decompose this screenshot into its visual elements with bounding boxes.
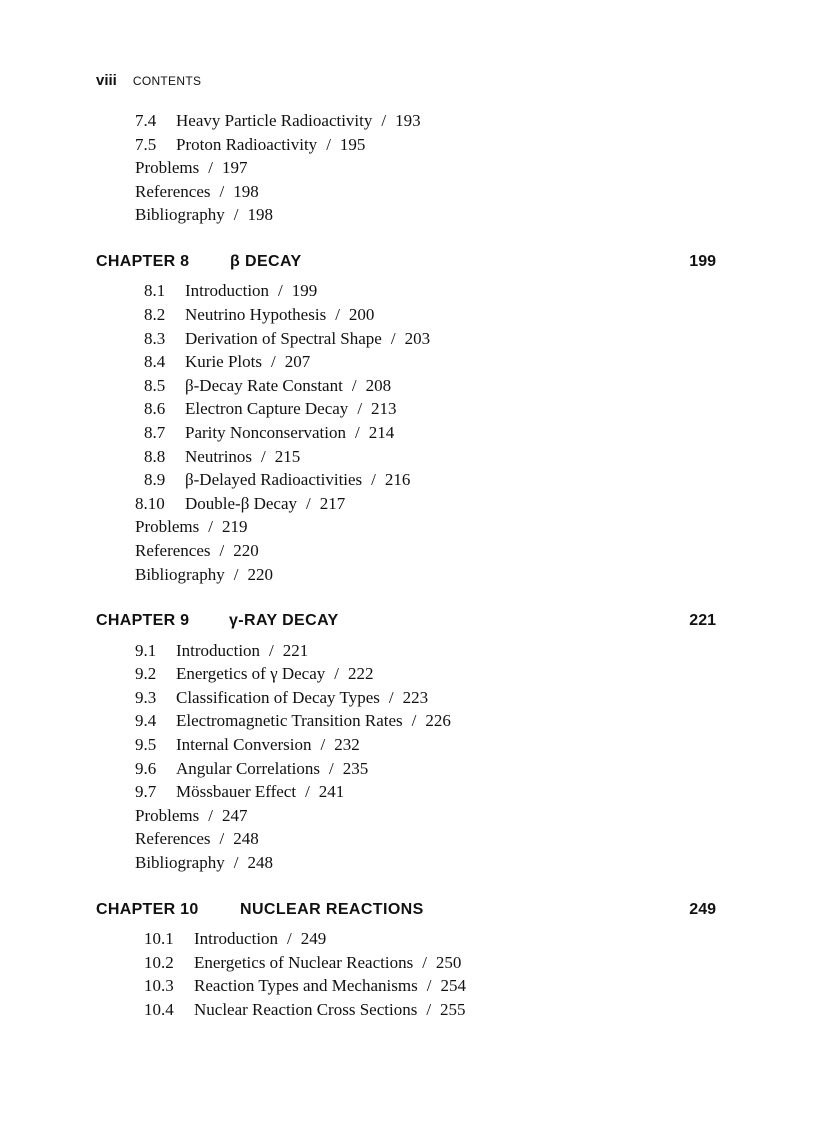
chapter-page-number: 249	[689, 900, 716, 918]
chapter-title: β DECAY	[230, 252, 302, 270]
backmatter-label: Bibliography	[135, 564, 225, 584]
toc-backmatter-entry	[135, 829, 259, 849]
page-number: 198	[247, 205, 273, 225]
chapter-title: NUCLEAR REACTIONS	[240, 900, 424, 918]
section-title: Introduction	[176, 640, 261, 660]
section-number: 9.6	[135, 758, 157, 778]
section-number: 8.9	[144, 470, 166, 490]
chapter-heading	[96, 899, 716, 921]
running-title: CONTENTS	[132, 74, 202, 88]
section-number: 8.6	[144, 399, 166, 419]
page-separator: /	[208, 805, 213, 825]
page-number: 226	[425, 711, 451, 731]
page-separator: /	[306, 493, 311, 513]
section-title: Reaction Types and Mechanisms	[194, 976, 418, 996]
section-number: 8.4	[144, 352, 166, 372]
backmatter-label: Problems	[135, 517, 200, 537]
page-separator: /	[329, 758, 334, 778]
page-number: 235	[342, 758, 369, 778]
page-number: 220	[233, 541, 259, 560]
page-separator: /	[357, 399, 363, 419]
toc-section-entry	[135, 688, 428, 708]
section-number: 9.7	[135, 782, 157, 802]
page-number: 203	[404, 328, 431, 348]
toc-section-entry	[135, 135, 365, 155]
page-separator: /	[269, 640, 274, 660]
page-number: 214	[368, 423, 395, 442]
page-number: 250	[435, 952, 462, 972]
page-number: 195	[339, 134, 366, 154]
page-separator: /	[334, 664, 340, 684]
section-number: 7.4	[135, 111, 157, 130]
section-number: 9.4	[135, 711, 157, 731]
toc-backmatter-entry	[135, 853, 273, 873]
toc-section-entry	[144, 470, 410, 490]
page-number: 248	[233, 829, 259, 849]
section-title: Nuclear Reaction Cross Sections	[194, 999, 418, 1019]
section-title: Classification of Decay Types	[176, 687, 380, 707]
page-number: 216	[384, 470, 411, 490]
section-number: 10.1	[144, 929, 174, 948]
toc-section-entry	[144, 447, 300, 467]
toc-backmatter-entry	[135, 541, 259, 561]
section-number: 8.7	[144, 423, 166, 442]
section-number: 10.3	[144, 976, 174, 996]
section-title: β-Decay Rate Constant	[185, 375, 343, 395]
section-number: 8.10	[135, 493, 165, 513]
toc-section-entry	[144, 329, 430, 349]
toc-section-entry	[135, 664, 374, 684]
page-number: 207	[284, 352, 311, 372]
chapter-page-number: 199	[689, 252, 716, 270]
page-number: 249	[300, 929, 327, 948]
toc-backmatter-entry	[135, 517, 247, 537]
page-separator: /	[426, 999, 432, 1019]
page-number: 221	[282, 640, 309, 660]
toc-backmatter-entry	[135, 158, 247, 178]
section-number: 8.1	[144, 281, 166, 301]
section-title: Neutrinos	[185, 446, 253, 466]
backmatter-label: Problems	[135, 805, 200, 825]
page-separator: /	[351, 375, 357, 395]
page-separator: /	[208, 517, 213, 537]
toc-section-entry	[144, 376, 391, 396]
section-title: Derivation of Spectral Shape	[185, 328, 382, 348]
page-separator: /	[219, 181, 225, 201]
toc-section-entry	[135, 111, 421, 131]
page-number: 197	[221, 158, 248, 178]
toc-backmatter-entry	[135, 806, 247, 826]
section-title: Heavy Particle Radioactivity	[176, 111, 373, 130]
page-number: 255	[440, 999, 466, 1019]
page-separator: /	[390, 328, 396, 348]
section-number: 7.5	[135, 134, 157, 154]
section-number: 10.2	[144, 952, 174, 972]
page-separator: /	[219, 829, 225, 849]
backmatter-label: Problems	[135, 158, 200, 178]
page-separator: /	[270, 352, 276, 372]
page-separator: /	[233, 853, 239, 872]
section-number: 9.1	[135, 640, 157, 660]
section-number: 9.2	[135, 664, 157, 684]
section-title: Introduction	[194, 929, 279, 948]
toc-section-entry	[135, 759, 368, 779]
chapter-page-number: 221	[689, 612, 716, 630]
section-number: 9.5	[135, 735, 157, 754]
toc-backmatter-entry	[135, 565, 273, 585]
backmatter-label: Bibliography	[135, 205, 225, 225]
toc-section-entry	[135, 735, 360, 755]
toc-backmatter-entry	[135, 182, 259, 202]
page-number: 248	[247, 853, 273, 872]
section-title: β-Delayed Radioactivities	[185, 470, 363, 490]
toc-section-entry	[144, 1000, 466, 1020]
backmatter-label: References	[135, 541, 211, 560]
section-number: 8.2	[144, 305, 166, 324]
toc-section-entry	[144, 953, 461, 973]
section-title: Proton Radioactivity	[176, 134, 318, 154]
page-separator: /	[320, 735, 326, 754]
toc-section-entry	[144, 352, 310, 372]
page-separator: /	[233, 205, 239, 225]
page-number: 199	[291, 281, 318, 301]
toc-section-entry	[144, 281, 317, 301]
backmatter-label: References	[135, 829, 211, 849]
toc-section-entry	[144, 423, 394, 443]
page-separator: /	[411, 711, 417, 731]
page-number: 198	[233, 181, 259, 201]
section-title: Double-β Decay	[185, 493, 298, 513]
section-number: 8.8	[144, 446, 166, 466]
page-number: 200	[348, 305, 375, 324]
section-title: Mössbauer Effect	[176, 782, 297, 802]
page-separator: /	[371, 470, 376, 490]
page-separator: /	[278, 281, 283, 301]
page-separator: /	[305, 782, 310, 802]
chapter-label: CHAPTER 9	[96, 612, 190, 630]
section-title: Energetics of Nuclear Reactions	[194, 952, 414, 972]
section-title: Parity Nonconservation	[185, 423, 346, 442]
page-folio: viii	[96, 72, 117, 89]
chapter-heading	[96, 251, 716, 273]
section-title: Energetics of γ Decay	[176, 664, 326, 684]
page-number: 217	[319, 493, 346, 513]
section-number: 10.4	[144, 999, 174, 1019]
section-title: Angular Correlations	[176, 758, 320, 778]
page-number: 193	[395, 111, 421, 130]
page-separator: /	[261, 446, 266, 466]
page-separator: /	[422, 952, 427, 972]
chapter-title: γ-RAY DECAY	[229, 612, 339, 630]
backmatter-label: References	[135, 181, 211, 201]
page-number: 223	[402, 687, 429, 707]
toc-section-entry	[135, 494, 345, 514]
toc-section-entry	[144, 929, 326, 949]
page-number: 213	[371, 399, 397, 419]
section-title: Neutrino Hypothesis	[185, 305, 327, 324]
page-separator: /	[355, 423, 360, 442]
page-number: 219	[221, 517, 248, 537]
page-separator: /	[233, 564, 239, 584]
toc-section-entry	[135, 711, 451, 731]
toc-section-entry	[144, 399, 397, 419]
section-title: Internal Conversion	[176, 735, 312, 754]
section-title: Kurie Plots	[185, 352, 262, 372]
chapter-heading	[96, 610, 716, 632]
section-title: Electromagnetic Transition Rates	[176, 711, 403, 731]
page-separator: /	[381, 111, 387, 130]
page-number: 254	[440, 976, 466, 996]
toc-backmatter-entry	[135, 205, 273, 225]
section-title: Electron Capture Decay	[185, 399, 349, 419]
page-separator: /	[219, 541, 225, 560]
page-separator: /	[426, 976, 432, 996]
page-separator: /	[335, 305, 340, 324]
page-separator: /	[208, 158, 213, 178]
section-number: 8.5	[144, 375, 166, 395]
toc-section-entry	[144, 305, 374, 325]
page-number: 241	[318, 782, 345, 802]
running-head	[96, 72, 201, 92]
section-number: 8.3	[144, 328, 166, 348]
page-number: 232	[334, 735, 360, 754]
page-number: 215	[274, 446, 301, 466]
toc-section-entry	[144, 976, 466, 996]
page-separator: /	[326, 134, 331, 154]
page-number: 208	[365, 375, 392, 395]
toc-section-entry	[135, 782, 344, 802]
page-number: 247	[221, 805, 248, 825]
section-number: 9.3	[135, 687, 157, 707]
toc-section-entry	[135, 641, 308, 661]
page-separator: /	[388, 687, 394, 707]
page-number: 222	[348, 664, 374, 684]
backmatter-label: Bibliography	[135, 853, 225, 872]
chapter-label: CHAPTER 10	[96, 900, 199, 918]
page-separator: /	[287, 929, 292, 948]
page-number: 220	[247, 564, 273, 584]
chapter-label: CHAPTER 8	[96, 252, 190, 270]
section-title: Introduction	[185, 281, 270, 301]
